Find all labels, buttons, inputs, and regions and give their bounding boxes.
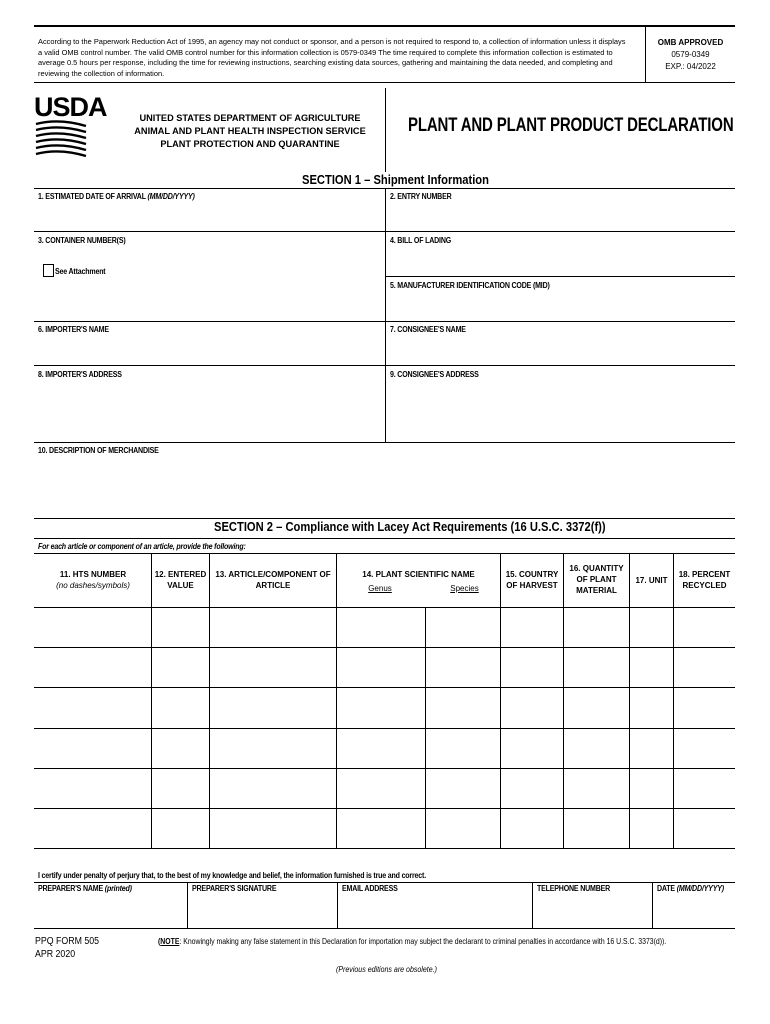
col-entered-value-line-1: 12. ENTERED — [154, 570, 207, 579]
table-row[interactable] — [35, 608, 734, 646]
certification-statement: I certify under penalty of perjury that, to the best of my knowledge and belief, the information furnished is true and correct. — [38, 871, 426, 880]
note-label: NOTE — [160, 937, 180, 946]
col-percent-recycled-line-1: 18. PERCENT — [678, 570, 731, 579]
section-1-title: SECTION 1 – Shipment Information — [302, 172, 489, 187]
col-country-harvest-line-2: OF HARVEST — [506, 581, 558, 590]
container-numbers-label: 3. CONTAINER NUMBER(S) — [38, 236, 126, 245]
estimated-arrival-label: 1. ESTIMATED DATE OF ARRIVAL (MM/DD/YYYY) — [38, 192, 195, 201]
col-entered-value — [152, 569, 209, 591]
mid-field[interactable] — [387, 292, 734, 320]
col-hts-number — [35, 569, 151, 591]
consignee-name-field[interactable] — [387, 336, 734, 364]
omb-approval — [646, 37, 735, 73]
form-title: PLANT AND PLANT PRODUCT DECLARATION — [408, 115, 734, 136]
email-address-field[interactable] — [339, 895, 530, 927]
entry-number-label: 2. ENTRY NUMBER — [390, 192, 452, 201]
col-hts-number-note: (no dashes/symbols) — [56, 581, 130, 590]
section-2-title: SECTION 2 – Compliance with Lacey Act Requirements (16 U.S.C. 3372(f)) — [214, 519, 606, 534]
col-genus: Genus — [368, 584, 392, 593]
col-entered-value-line-2: VALUE — [167, 581, 194, 590]
omb-number: 0579-0349 — [671, 50, 710, 59]
consignee-name-label: 7. CONSIGNEE'S NAME — [390, 325, 466, 334]
usda-logo — [34, 92, 107, 164]
importer-name-label: 6. IMPORTER'S NAME — [38, 325, 109, 334]
telephone-number-field[interactable] — [534, 895, 650, 927]
merchandise-description-label: 10. DESCRIPTION OF MERCHANDISE — [38, 446, 159, 455]
agency-block — [118, 112, 382, 151]
usda-logo-text: USDA — [34, 92, 107, 122]
previous-editions-note: (Previous editions are obsolete.) — [336, 965, 437, 974]
usda-logo-hills-icon — [34, 120, 88, 160]
col-article-component-line-1: 13. ARTICLE/COMPONENT OF — [215, 570, 331, 579]
table-row[interactable] — [35, 648, 734, 686]
omb-approved-title: OMB APPROVED — [657, 38, 724, 47]
date-label: DATE (MM/DD/YYYY) — [657, 884, 724, 893]
date-field[interactable] — [654, 895, 734, 927]
paperwork-notice: According to the Paperwork Reduction Act of 1995, an agency may not conduct or sponsor, and a person is not required to respond to, a collection of information unless it displays a valid OMB control number. The valid OMB control number for this information collection is 0579-0349 The time required to complete this information collection is estimated to average 0.5 hours per response, including the time for reviewing instructions, searching existing data sources, gathering and maintaining the data needed, and completing and reviewing the collection of information. — [38, 37, 626, 78]
col-article-component — [210, 569, 336, 591]
col-quantity-line-3: MATERIAL — [576, 586, 617, 595]
omb-expiration: EXP.: 04/2022 — [665, 62, 716, 71]
table-row[interactable] — [35, 809, 734, 847]
col-country-harvest-line-1: 15. COUNTRY — [505, 570, 559, 579]
table-row[interactable] — [35, 688, 734, 727]
bill-of-lading-label: 4. BILL OF LADING — [390, 236, 452, 245]
col-quantity-line-1: 16. QUANTITY — [569, 564, 624, 573]
preparer-name-field[interactable] — [35, 895, 185, 927]
col-quantity-line-2: OF PLANT — [576, 575, 617, 584]
see-attachment-label: See Attachment — [55, 267, 106, 276]
consignee-address-label: 9. CONSIGNEE'S ADDRESS — [390, 370, 479, 379]
form-number-text: PPQ FORM 505 — [35, 936, 100, 947]
importer-name-field[interactable] — [35, 336, 384, 364]
col-article-component-line-2: ARTICLE — [255, 581, 291, 590]
mid-label: 5. MANUFACTURER IDENTIFICATION CODE (MID) — [390, 281, 550, 290]
agency-line-3: PLANT PROTECTION AND QUARANTINE — [160, 139, 340, 149]
merchandise-description-field[interactable] — [35, 457, 734, 517]
entry-number-field[interactable] — [387, 203, 734, 230]
form-number — [35, 935, 99, 961]
col-quantity — [564, 563, 629, 596]
section-2-instruction: For each article or component of an article, provide the following: — [38, 542, 246, 551]
col-hts-number-label: 11. HTS NUMBER — [59, 570, 127, 579]
bill-of-lading-field[interactable] — [387, 247, 734, 275]
preparer-signature-label: PREPARER'S SIGNATURE — [192, 884, 277, 893]
col-percent-recycled-line-2: RECYCLED — [682, 581, 727, 590]
agency-line-1: UNITED STATES DEPARTMENT OF AGRICULTURE — [139, 113, 361, 123]
table-row[interactable] — [35, 729, 734, 767]
preparer-signature-field[interactable] — [189, 895, 335, 927]
importer-address-label: 8. IMPORTER'S ADDRESS — [38, 370, 122, 379]
col-species: Species — [450, 584, 479, 593]
importer-address-field[interactable] — [35, 381, 384, 441]
table-row[interactable] — [35, 769, 734, 807]
see-attachment-checkbox[interactable] — [43, 264, 54, 277]
container-numbers-field[interactable] — [35, 247, 384, 261]
estimated-arrival-field[interactable] — [35, 203, 384, 230]
col-plant-scientific-name-label: 14. PLANT SCIENTIFIC NAME — [362, 570, 475, 579]
note-text: : Knowingly making any false statement in this Declaration for importation may subject the declarant to criminal penalties in accordance with 16 U.S.C. 3373(d)). — [179, 937, 667, 946]
form-date: APR 2020 — [35, 949, 76, 960]
col-unit: 17. UNIT — [635, 576, 668, 585]
col-country-harvest — [501, 569, 563, 591]
agency-line-2: ANIMAL AND PLANT HEALTH INSPECTION SERVICE — [134, 126, 366, 136]
telephone-number-label: TELEPHONE NUMBER — [537, 884, 611, 893]
preparer-name-label: PREPARER'S NAME (printed) — [38, 884, 132, 893]
consignee-address-field[interactable] — [387, 381, 734, 441]
false-statement-note: (NOTE: Knowingly making any false statement in this Declaration for importation may subject the declarant to criminal penalties in accordance with 16 U.S.C. 3373(d)). — [158, 937, 667, 946]
email-address-label: EMAIL ADDRESS — [342, 884, 398, 893]
col-plant-scientific-name — [337, 569, 500, 580]
col-percent-recycled — [674, 569, 735, 591]
